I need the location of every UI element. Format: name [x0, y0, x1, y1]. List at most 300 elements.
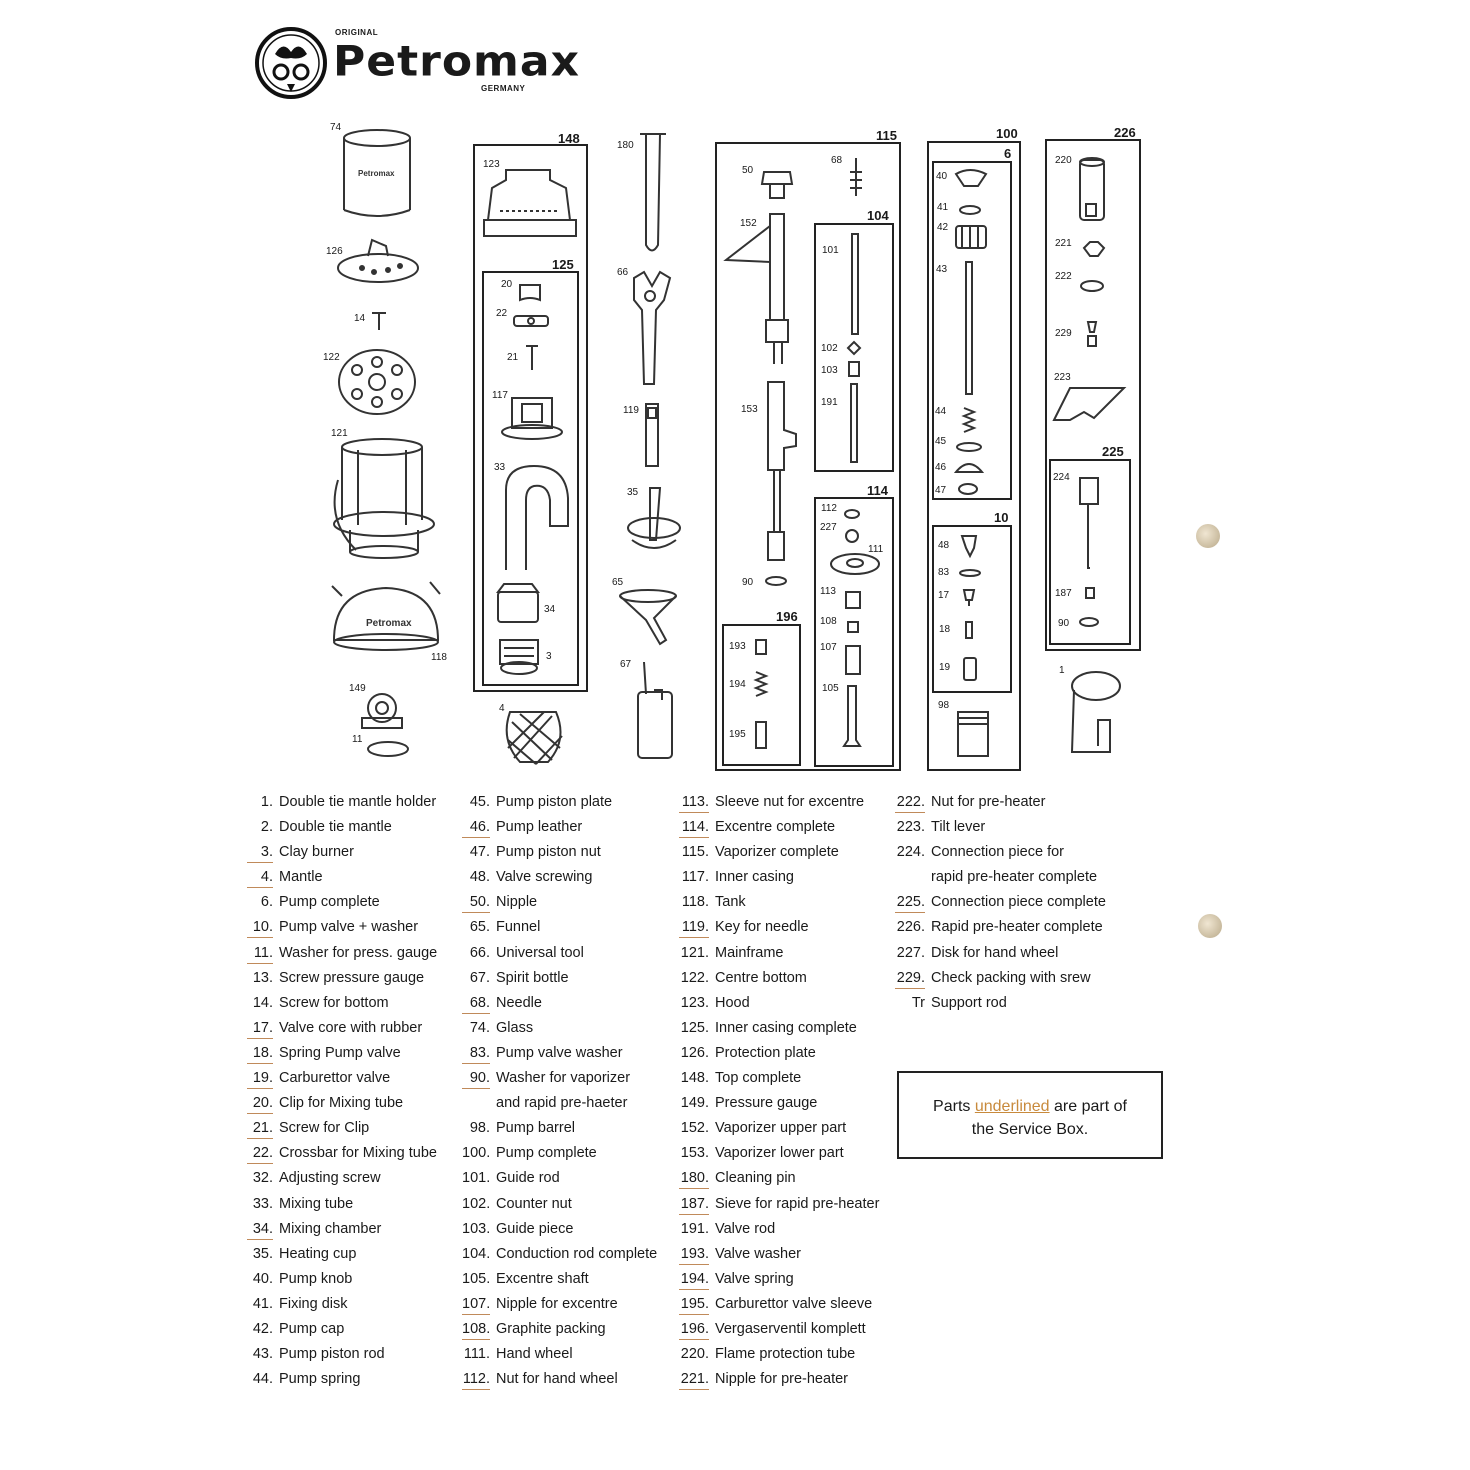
mainframe-121-icon	[334, 439, 434, 558]
legend-item	[679, 815, 879, 840]
nut-222-icon	[1081, 281, 1103, 291]
legend-item	[462, 815, 657, 840]
legend-item-number: 44.	[252, 1371, 273, 1388]
legend-item-number: 45.	[469, 794, 490, 810]
legend-item-number: 4.	[247, 868, 273, 888]
legend-item	[247, 1041, 437, 1066]
group-label-225: 225	[1102, 444, 1124, 459]
part-label-34: 34	[544, 604, 556, 615]
legend-item-label: Nipple for pre-heater	[715, 1371, 848, 1388]
legend-item-number: 224.	[896, 844, 925, 861]
legend-item	[462, 1192, 657, 1217]
legend-item-number: 225.	[895, 893, 925, 913]
legend-item-number: 108.	[462, 1320, 490, 1340]
legend-item-number: 83.	[462, 1044, 490, 1064]
legend-item-label: Valve screwing	[496, 869, 593, 886]
pump-valve-washer-83-icon	[960, 570, 980, 576]
legend-item-label: Adjusting screw	[279, 1170, 381, 1187]
part-label-153: 153	[741, 404, 758, 415]
legend-item	[462, 1267, 657, 1292]
legend-item-label: Sleeve nut for excentre	[715, 794, 865, 810]
legend-item-number: 42.	[252, 1320, 273, 1337]
legend-item	[247, 1166, 437, 1191]
legend-item-number: 43.	[252, 1346, 273, 1363]
legend-item	[679, 1317, 879, 1342]
guide-rod-101-icon	[852, 234, 858, 334]
legend-item-label: Mixing chamber	[279, 1220, 382, 1237]
legend-item-label: Valve spring	[715, 1270, 794, 1287]
funnel-65-icon	[620, 590, 676, 644]
legend-item-number: 117.	[681, 869, 709, 886]
part-label-107: 107	[820, 642, 837, 653]
legend-item	[462, 890, 657, 915]
legend-item	[895, 991, 1106, 1016]
legend-item-number: 67.	[469, 969, 490, 986]
legend-item-label: Pump valve washer	[496, 1044, 623, 1061]
legend-column-3	[679, 790, 879, 1392]
mixing-tube-33-icon	[506, 466, 568, 570]
svg-text:Petromax: Petromax	[358, 169, 395, 178]
legend-item	[462, 1242, 657, 1267]
legend-item-number: 68.	[462, 994, 490, 1014]
spring-18-icon	[966, 622, 972, 638]
legend-item-label: Pressure gauge	[715, 1095, 818, 1112]
part-label-98: 98	[938, 700, 950, 711]
legend-item	[895, 915, 1106, 940]
legend-item	[247, 1317, 437, 1342]
part-label-113: 113	[820, 586, 836, 597]
legend-item-label: Funnel	[496, 919, 541, 936]
legend-item	[462, 1116, 657, 1141]
legend-item	[462, 991, 657, 1016]
part-label-121: 121	[331, 428, 348, 439]
legend-item-number: 221.	[679, 1370, 709, 1390]
part-label-149: 149	[349, 683, 366, 694]
legend-item	[247, 865, 437, 890]
legend-item	[679, 966, 879, 991]
legend-item-label: Fixing disk	[279, 1295, 348, 1312]
crossbar-22-icon	[514, 316, 548, 326]
key-119-icon	[646, 404, 658, 466]
legend-item-label: Guide rod	[496, 1170, 560, 1187]
part-label-126: 126	[326, 246, 343, 257]
part-label-68: 68	[831, 155, 843, 166]
legend-item	[895, 865, 1106, 890]
legend-item	[247, 1141, 437, 1166]
connection-piece-224-icon	[1080, 478, 1098, 568]
legend-item-label: Counter nut	[496, 1195, 572, 1212]
washer-11-icon	[368, 742, 408, 756]
legend-item	[679, 941, 879, 966]
part-label-112: 112	[821, 503, 837, 514]
legend-item	[679, 1192, 879, 1217]
legend-item-label: Vergaserventil komplett	[715, 1320, 866, 1337]
spirit-bottle-67-icon	[638, 662, 672, 758]
part-label-221: 221	[1055, 238, 1072, 249]
legend-item-number: 180.	[679, 1169, 709, 1189]
legend-item-label: Hand wheel	[496, 1346, 573, 1363]
part-label-108: 108	[820, 616, 837, 627]
frame-225	[1050, 460, 1130, 644]
screw-14-icon	[372, 313, 386, 330]
group-label-226: 226	[1114, 125, 1136, 140]
part-label-67: 67	[620, 659, 632, 670]
group-label-115: 115	[876, 128, 897, 143]
legend-item-label: Clay burner	[279, 844, 354, 861]
valve-spring-194-icon	[756, 672, 766, 696]
part-label-193: 193	[729, 641, 746, 652]
legend-item-number: 18.	[247, 1044, 273, 1064]
legend-item-label: Tank	[715, 894, 746, 911]
legend-item	[247, 790, 437, 815]
part-label-118: 118	[431, 652, 447, 663]
cleaning-pin-180-icon	[640, 134, 666, 251]
legend-item	[247, 1016, 437, 1041]
legend-item-number: 220.	[680, 1346, 709, 1363]
legend-item-number: 125.	[680, 1019, 709, 1036]
legend-item-number: 229.	[895, 969, 925, 989]
legend-item-label: Vaporizer upper part	[715, 1120, 847, 1137]
legend-item	[462, 790, 657, 815]
legend-item-number: 118.	[681, 894, 709, 911]
valve-washer-193-icon	[756, 640, 766, 654]
legend-item-number: 114.	[679, 818, 709, 838]
legend-column-4	[895, 790, 1106, 1016]
legend-item-number: 195.	[679, 1295, 709, 1315]
legend-item-label: Connection piece complete	[931, 894, 1106, 911]
legend-item-number: 90.	[462, 1069, 490, 1089]
legend-item-number: 121.	[680, 944, 709, 961]
legend-item	[462, 966, 657, 991]
legend-item-label: Washer for press. gauge	[279, 944, 438, 961]
pump-cap-42-icon	[956, 226, 986, 248]
legend-item	[679, 1367, 879, 1392]
legend-item-number: 98.	[469, 1120, 490, 1137]
part-label-223: 223	[1054, 372, 1071, 383]
legend-item-label: Pump cap	[279, 1320, 345, 1337]
legend-item-label: Centre bottom	[715, 969, 807, 986]
legend-item-number: 46.	[462, 818, 490, 838]
legend-item-label: Guide piece	[496, 1220, 574, 1237]
legend-item-number: 3.	[247, 843, 273, 863]
legend-item-label: Hood	[715, 994, 750, 1011]
part-label-41: 41	[937, 202, 949, 213]
graphite-packing-108-icon	[848, 622, 858, 632]
part-label-102: 102	[821, 343, 838, 354]
frame-115	[716, 143, 900, 770]
legend-item-label: Pump spring	[279, 1371, 361, 1388]
legend-item	[679, 1016, 879, 1041]
legend-item	[247, 1066, 437, 1091]
legend-item-label: Pump complete	[496, 1145, 597, 1162]
legend-item-label: Pump knob	[279, 1270, 353, 1287]
group-frames	[474, 140, 1140, 770]
part-label-220: 220	[1055, 155, 1072, 166]
legend-item	[462, 1041, 657, 1066]
part-label-122: 122	[323, 352, 340, 363]
group-label-10: 10	[994, 510, 1009, 525]
legend-item-label: Needle	[496, 994, 542, 1011]
legend-item-number: 47.	[469, 844, 490, 861]
legend-item-number: 2.	[260, 819, 273, 836]
legend-item-label: Glass	[496, 1019, 534, 1036]
legend-item-number: 191.	[680, 1220, 709, 1237]
legend-item-number: 102.	[462, 1195, 491, 1212]
legend-column-2	[462, 790, 657, 1392]
pump-leather-46-icon	[956, 464, 982, 472]
legend-item-label: Universal tool	[496, 944, 584, 961]
legend-item-label: Inner casing complete	[715, 1019, 857, 1036]
frame-148	[474, 145, 587, 691]
legend-item	[679, 1217, 879, 1242]
legend-item	[679, 1066, 879, 1091]
part-label-191: 191	[821, 397, 838, 408]
legend-item-label: Connection piece for	[931, 844, 1064, 861]
legend-item-label: Screw pressure gauge	[279, 969, 425, 986]
legend-item-label: Pump leather	[496, 819, 583, 836]
note-line-1	[899, 1095, 1161, 1118]
legend-item-number: 65.	[469, 919, 490, 936]
part-label-74: 74	[330, 122, 342, 133]
legend-item-label: Rapid pre-heater complete	[931, 919, 1103, 936]
legend-item-number: 113.	[679, 793, 709, 813]
legend-item-label: Nut for pre-heater	[931, 794, 1046, 810]
legend-item	[679, 1116, 879, 1141]
carburettor-valve-19-icon	[964, 658, 976, 680]
legend-item-label: Nut for hand wheel	[496, 1371, 618, 1388]
note-underlined-word: underlined	[974, 1098, 1050, 1115]
legend-item	[895, 790, 1106, 815]
washer-90-b-icon	[1080, 618, 1098, 626]
part-label-35: 35	[627, 487, 639, 498]
group-label-148: 148	[558, 131, 580, 146]
legend-item-label: Mixing tube	[279, 1195, 354, 1212]
legend-item	[462, 1317, 657, 1342]
legend-item-label: Mantle	[279, 869, 323, 886]
legend-item	[247, 815, 437, 840]
legend-item-number: 222.	[895, 793, 925, 813]
legend-item-label: Vaporizer lower part	[715, 1145, 844, 1162]
legend-item-number: 226.	[896, 919, 925, 936]
legend-item-label: Valve washer	[715, 1245, 801, 1262]
legend-item-number: 22.	[247, 1144, 273, 1164]
part-label-45: 45	[935, 436, 947, 447]
legend-item-label: Support rod	[931, 994, 1007, 1011]
part-label-18: 18	[939, 624, 951, 635]
part-label-43: 43	[936, 264, 948, 275]
legend-item	[247, 941, 437, 966]
tilt-lever-223-icon	[1054, 388, 1124, 420]
legend-item-number: 74.	[469, 1019, 490, 1036]
binder-hole-top	[1196, 524, 1220, 548]
part-label-90: 90	[742, 577, 754, 588]
legend-item	[247, 1342, 437, 1367]
legend-item	[462, 1367, 657, 1392]
legend-item-number: 103.	[462, 1220, 491, 1237]
legend-item	[679, 790, 879, 815]
legend-item-label: Double tie mantle	[279, 819, 392, 836]
hood-123-icon	[484, 170, 576, 236]
part-label-40: 40	[936, 171, 948, 182]
legend-item-number: 148.	[680, 1070, 709, 1087]
legend-item	[247, 1091, 437, 1116]
flame-protection-tube-220-icon	[1080, 158, 1104, 220]
legend-item-label: Disk for hand wheel	[931, 944, 1059, 961]
part-label-20: 20	[501, 279, 513, 290]
legend-item-number: 223.	[896, 819, 925, 836]
legend-item-number: 105.	[462, 1270, 491, 1287]
legend-item-number: 40.	[252, 1270, 273, 1287]
part-label-83: 83	[938, 567, 950, 578]
legend-item-number: 6.	[260, 894, 273, 911]
part-label-90-b: 90	[1058, 618, 1070, 629]
legend-item-number: 1.	[260, 794, 273, 810]
check-packing-229-icon	[1088, 322, 1096, 346]
part-label-21: 21	[507, 352, 519, 363]
part-label-195: 195	[729, 729, 746, 740]
sieve-187-icon	[1086, 588, 1094, 598]
legend-item	[895, 815, 1106, 840]
nipple-221-icon	[1084, 242, 1104, 256]
legend-item-number: 115.	[681, 844, 709, 861]
legend-item	[679, 865, 879, 890]
nipple-50-icon	[762, 172, 792, 198]
legend-item-number: 50.	[462, 893, 490, 913]
part-label-194: 194	[729, 679, 746, 690]
legend-item-label: Washer for vaporizer	[496, 1070, 631, 1087]
legend-item-number: 119.	[679, 918, 709, 938]
mantle-4-icon	[507, 712, 562, 764]
legend-column-1	[247, 790, 437, 1392]
brand-top-line: ORIGINAL	[335, 28, 379, 37]
frame-100	[928, 142, 1020, 770]
legend-item-number: 19.	[247, 1069, 273, 1089]
mantle-holder-1-icon	[1072, 672, 1120, 752]
legend-item-label: Graphite packing	[496, 1320, 606, 1337]
part-label-111: 111	[868, 544, 884, 555]
legend-item-label: Pump piston rod	[279, 1346, 385, 1363]
legend-item-number: 187.	[679, 1195, 709, 1215]
legend-item-label: and rapid pre-haeter	[496, 1095, 628, 1112]
legend-item-number: 66.	[469, 944, 490, 961]
vaporizer-upper-152-icon	[726, 214, 788, 364]
excentre-shaft-105-icon	[844, 686, 860, 746]
legend-item	[679, 991, 879, 1016]
legend-item	[247, 1242, 437, 1267]
legend-item	[895, 966, 1106, 991]
pressure-gauge-149-icon	[362, 694, 402, 728]
part-label-47: 47	[935, 485, 947, 496]
legend-item	[462, 1141, 657, 1166]
part-label-222: 222	[1055, 271, 1072, 282]
pump-piston-nut-47-icon	[959, 484, 977, 494]
part-label-22: 22	[496, 308, 508, 319]
group-label-114: 114	[867, 483, 888, 498]
part-label-17: 17	[938, 590, 950, 601]
part-label-11: 11	[352, 734, 363, 745]
legend-item-label: Inner casing	[715, 869, 794, 886]
legend-item-label: rapid pre-heater complete	[931, 869, 1098, 886]
part-label-224: 224	[1053, 472, 1070, 483]
legend-item	[895, 840, 1106, 865]
legend-item-label: Check packing with srew	[931, 969, 1091, 986]
inner-casing-117-icon	[502, 398, 562, 439]
vaporizer-lower-153-icon	[768, 382, 796, 560]
legend-item-number: 100.	[462, 1145, 491, 1162]
part-label-65: 65	[612, 577, 624, 588]
part-label-117: 117	[492, 390, 508, 401]
legend-item-label: Excentre complete	[715, 819, 836, 836]
legend-item	[679, 890, 879, 915]
part-label-33: 33	[494, 462, 506, 473]
legend-item-label: Crossbar for Mixing tube	[279, 1145, 437, 1162]
fixing-disk-41-icon	[960, 206, 980, 214]
legend-item-label: Valve rod	[715, 1220, 776, 1237]
svg-text:Petromax: Petromax	[366, 618, 412, 629]
legend-item-number: 111.	[463, 1346, 490, 1363]
legend-item	[679, 1041, 879, 1066]
legend-item	[462, 1166, 657, 1191]
legend-item-number: 126.	[680, 1044, 709, 1061]
nut-112-icon	[845, 510, 859, 518]
glass-74-icon	[344, 130, 410, 216]
part-label-46: 46	[935, 462, 947, 473]
binder-hole-bottom	[1198, 914, 1222, 938]
legend-item	[247, 1116, 437, 1141]
part-label-44: 44	[935, 406, 947, 417]
part-label-119: 119	[623, 405, 639, 416]
legend-item-number: 122.	[680, 969, 709, 986]
legend-item-number: 153.	[680, 1145, 709, 1162]
centre-bottom-122-icon	[339, 350, 415, 414]
legend-item	[462, 1342, 657, 1367]
washer-90-icon	[766, 577, 786, 585]
legend-item	[247, 1192, 437, 1217]
legend-item-label: Double tie mantle holder	[279, 794, 437, 810]
legend-item	[679, 1091, 879, 1116]
legend-item	[247, 991, 437, 1016]
group-label-104: 104	[867, 208, 889, 223]
hand-wheel-111-icon	[831, 554, 879, 574]
part-label-3: 3	[546, 651, 552, 662]
part-label-48: 48	[938, 540, 950, 551]
legend-item	[462, 915, 657, 940]
legend-item-number: 20.	[247, 1094, 273, 1114]
needle-68-icon	[850, 158, 862, 196]
legend-item-label: Screw for Clip	[279, 1120, 370, 1137]
legend-item	[895, 941, 1106, 966]
legend-item-label: Pump valve + washer	[279, 919, 419, 936]
legend-item-number: 34.	[247, 1220, 273, 1240]
legend-item-label: Pump piston nut	[496, 844, 601, 861]
legend-item-number: 21.	[247, 1119, 273, 1139]
legend-item-number: 101.	[462, 1170, 491, 1187]
legend-item	[462, 1217, 657, 1242]
part-label-105: 105	[822, 683, 839, 694]
sleeve-nut-113-icon	[846, 592, 860, 608]
legend-item-number: 48.	[469, 869, 490, 886]
part-label-4: 4	[499, 703, 505, 714]
legend-item-number: 11.	[247, 944, 273, 964]
legend-item-label: Conduction rod complete	[496, 1245, 658, 1262]
counter-nut-102-icon	[848, 342, 860, 354]
legend-item	[679, 1292, 879, 1317]
legend-item-label: Pump piston plate	[496, 794, 613, 810]
legend-item	[462, 1292, 657, 1317]
pump-piston-rod-43-icon	[966, 262, 972, 394]
legend-item	[247, 1217, 437, 1242]
legend-item-label: Excentre shaft	[496, 1270, 589, 1287]
